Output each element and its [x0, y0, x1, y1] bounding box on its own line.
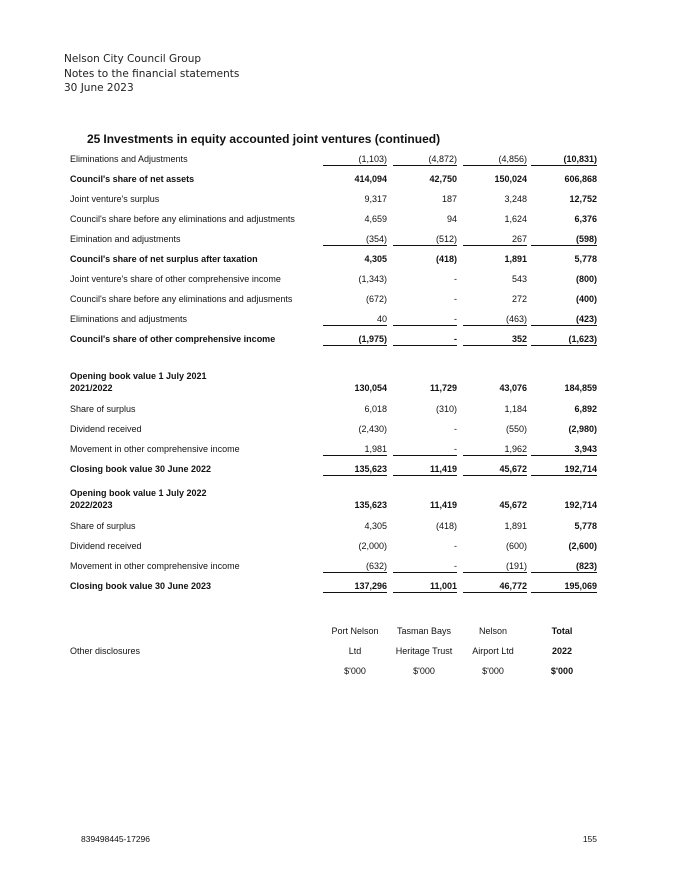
column-header-line: Total — [551, 626, 573, 636]
total-value: 6,376 — [574, 214, 597, 224]
tasman-bays-value: (310) — [435, 404, 457, 414]
tasman-bays-value: - — [393, 561, 457, 573]
tasman-bays-value: 11,729 — [429, 383, 457, 393]
nelson-airport-value: 1,891 — [504, 254, 527, 264]
total-value: 5,778 — [574, 254, 597, 264]
table-row — [70, 311, 599, 327]
column-header-line: Tasman Bays — [396, 626, 452, 636]
total-value: (423) — [531, 314, 597, 326]
tasman-bays-value: (4,872) — [393, 154, 457, 166]
table-row — [70, 151, 599, 167]
row-label: Council's share before any eliminations and adjustments — [70, 214, 295, 224]
tasman-bays-value: 187 — [441, 194, 457, 204]
row-label: Dividend received — [70, 541, 142, 551]
tasman-bays-value: (418) — [435, 254, 457, 264]
nelson-airport-value: 46,772 — [463, 581, 527, 593]
total-value: (1,623) — [531, 334, 597, 346]
row-label: Closing book value 30 June 2022 — [70, 464, 212, 474]
total-value: 184,859 — [564, 383, 597, 393]
nelson-airport-value: (600) — [505, 541, 527, 551]
organisation-name: Nelson City Council Group — [64, 53, 202, 65]
row-label: Movement in other comprehensive income — [70, 444, 240, 454]
port-nelson-value: 135,623 — [323, 464, 387, 476]
tasman-bays-value: - — [393, 334, 457, 346]
column-header-line: Heritage Trust — [395, 646, 453, 656]
table-row — [70, 251, 599, 267]
port-nelson-value: 1,981 — [323, 444, 387, 456]
port-nelson-value: 40 — [323, 314, 387, 326]
table-row — [70, 558, 599, 574]
total-value: (800) — [575, 274, 597, 284]
column-header-line: Nelson — [478, 626, 507, 636]
tasman-bays-value: - — [393, 444, 457, 456]
nelson-airport-value: 45,672 — [499, 500, 527, 510]
port-nelson-value: (2,000) — [358, 541, 387, 551]
page-number: 155 — [582, 834, 597, 844]
row-label: 2022/2023 — [70, 500, 113, 510]
total-value: (598) — [531, 234, 597, 246]
port-nelson-value: 4,305 — [364, 254, 387, 264]
table-row — [70, 211, 599, 227]
total-value: 12,752 — [569, 194, 597, 204]
tasman-bays-value: 11,001 — [393, 581, 457, 593]
row-label-heading: Opening book value 1 July 2022 — [70, 488, 207, 498]
port-nelson-value: (2,430) — [358, 424, 387, 434]
column-header-line: Airport Ltd — [472, 646, 514, 656]
nelson-airport-value: 150,024 — [494, 174, 527, 184]
port-nelson-value: 414,094 — [354, 174, 387, 184]
port-nelson-value: 9,317 — [364, 194, 387, 204]
document-date: 30 June 2023 — [64, 82, 134, 94]
tasman-bays-value: 94 — [446, 214, 457, 224]
document-id: 839498445-17296 — [81, 834, 151, 844]
row-label: Council's share of net assets — [70, 174, 195, 184]
table-row — [70, 421, 599, 437]
total-value: 3,943 — [531, 444, 597, 456]
table-row — [70, 291, 599, 307]
row-label: Movement in other comprehensive income — [70, 561, 240, 571]
column-header-line: $'000 — [550, 666, 574, 676]
nelson-airport-value: 1,962 — [463, 444, 527, 456]
total-value: 606,868 — [564, 174, 597, 184]
row-label: Eliminations and adjustments — [70, 314, 188, 324]
section-title — [87, 132, 440, 146]
port-nelson-value: 130,054 — [354, 383, 387, 393]
table-row — [70, 518, 599, 534]
port-nelson-value: (354) — [323, 234, 387, 246]
port-nelson-value: (1,343) — [358, 274, 387, 284]
column-header-line: Port Nelson — [331, 626, 379, 636]
table-row — [70, 191, 599, 207]
section-number: 25 — [87, 132, 101, 146]
row-label-heading: Opening book value 1 July 2021 — [70, 371, 207, 381]
column-header-line: $'000 — [482, 666, 504, 676]
nelson-airport-value: 1,624 — [504, 214, 527, 224]
total-value: (2,600) — [568, 541, 597, 551]
row-label: 2021/2022 — [70, 383, 113, 393]
port-nelson-value: 4,659 — [364, 214, 387, 224]
table-row — [70, 231, 599, 247]
column-header-line: 2022 — [551, 646, 573, 656]
port-nelson-value: (672) — [365, 294, 387, 304]
total-value: (10,831) — [531, 154, 597, 166]
table-row — [70, 461, 599, 477]
nelson-airport-value: (191) — [463, 561, 527, 573]
column-header-line: $'000 — [344, 666, 366, 676]
tasman-bays-value: - — [454, 274, 457, 284]
total-value: 6,892 — [574, 404, 597, 414]
row-label: Share of surplus — [70, 521, 136, 531]
port-nelson-value: (1,975) — [323, 334, 387, 346]
row-label: Eliminations and Adjustments — [70, 154, 188, 164]
document-subtitle: Notes to the financial statements — [64, 67, 240, 80]
tasman-bays-value: 42,750 — [429, 174, 457, 184]
tasman-bays-value: - — [454, 294, 457, 304]
row-label: Council's share of other comprehensive income — [70, 334, 276, 344]
total-value: (823) — [531, 561, 597, 573]
total-value: 5,778 — [574, 521, 597, 531]
table-row — [70, 368, 599, 396]
table-row — [70, 401, 599, 417]
row-label: Council's share before any eliminations and adjusments — [70, 294, 293, 304]
section-title-text: Investments in equity accounted joint ventures (continued) — [103, 132, 441, 146]
row-label: Closing book value 30 June 2023 — [70, 581, 212, 591]
port-nelson-value: (632) — [323, 561, 387, 573]
total-value: (400) — [575, 294, 597, 304]
total-value: (2,980) — [568, 424, 597, 434]
nelson-airport-value: 1,184 — [504, 404, 527, 414]
table-row — [70, 441, 599, 457]
total-value: 192,714 — [531, 464, 597, 476]
row-label: Eimination and adjustments — [70, 234, 181, 244]
nelson-airport-value: 272 — [511, 294, 527, 304]
table-row — [70, 171, 599, 187]
table-row — [70, 538, 599, 554]
document-header — [64, 52, 239, 96]
tasman-bays-value: 11,419 — [429, 500, 457, 510]
total-value: 195,069 — [531, 581, 597, 593]
row-label: Joint venture's surplus — [70, 194, 160, 204]
tasman-bays-value: (418) — [435, 521, 457, 531]
nelson-airport-value: 45,672 — [463, 464, 527, 476]
nelson-airport-value: 43,076 — [499, 383, 527, 393]
table-row — [70, 271, 599, 287]
other-disclosures-label: Other disclosures — [70, 646, 141, 656]
row-label: Council's share of net surplus after taxation — [70, 254, 258, 264]
nelson-airport-value: 267 — [463, 234, 527, 246]
port-nelson-value: 4,305 — [364, 521, 387, 531]
nelson-airport-value: (550) — [505, 424, 527, 434]
tasman-bays-value: - — [454, 424, 457, 434]
port-nelson-value: 137,296 — [323, 581, 387, 593]
row-label: Joint venture's share of other comprehensive income — [70, 274, 281, 284]
tasman-bays-value: (512) — [393, 234, 457, 246]
nelson-airport-value: (463) — [463, 314, 527, 326]
column-header-line: $'000 — [413, 666, 435, 676]
table-row — [70, 578, 599, 594]
table-row — [70, 485, 599, 513]
column-header-line: Ltd — [348, 646, 362, 656]
nelson-airport-value: (4,856) — [463, 154, 527, 166]
tasman-bays-value: - — [454, 541, 457, 551]
table-row — [70, 331, 599, 347]
row-label: Share of surplus — [70, 404, 136, 414]
tasman-bays-value: 11,419 — [393, 464, 457, 476]
port-nelson-value: 135,623 — [354, 500, 387, 510]
port-nelson-value: 6,018 — [364, 404, 387, 414]
nelson-airport-value: 3,248 — [504, 194, 527, 204]
tasman-bays-value: - — [393, 314, 457, 326]
nelson-airport-value: 543 — [511, 274, 527, 284]
nelson-airport-value: 352 — [463, 334, 527, 346]
port-nelson-value: (1,103) — [323, 154, 387, 166]
nelson-airport-value: 1,891 — [504, 521, 527, 531]
total-value: 192,714 — [564, 500, 597, 510]
row-label: Dividend received — [70, 424, 142, 434]
